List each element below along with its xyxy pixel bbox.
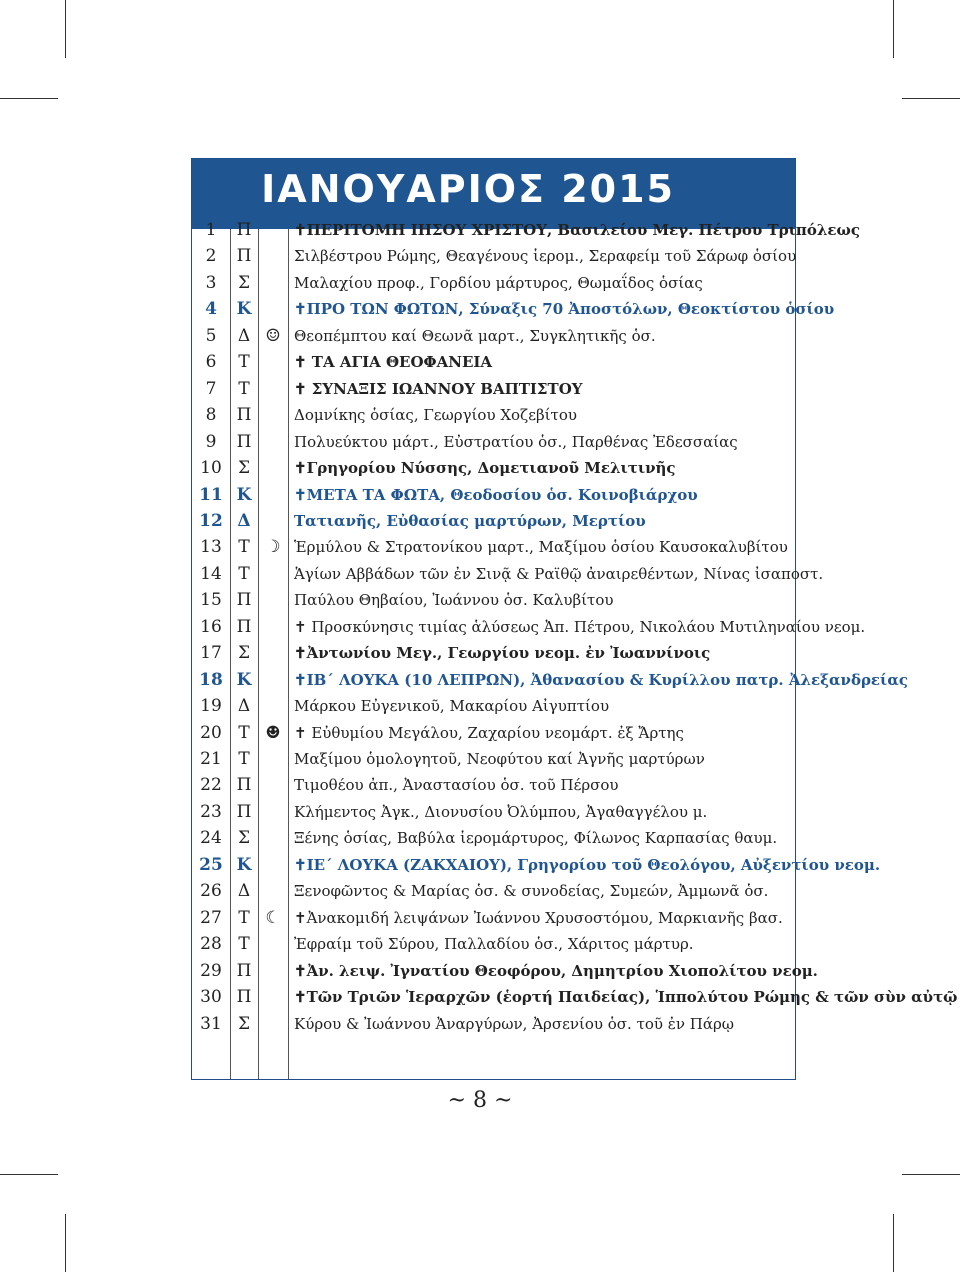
day-number: 22 <box>200 775 222 796</box>
saints-text: ✝Τῶν Τριῶν Ἱεραρχῶν (ἑορτή Παιδείας), Ἱππολύτου Ρώμης & τῶν σὺν αὐτῷ <box>294 988 958 1007</box>
saints-text: ✝ΠΡΟ ΤΩΝ ΦΩΤΩΝ, Σύναξις 70 Ἀποστόλων, Θεοκτίστου ὁσίου <box>294 300 835 319</box>
day-number: 3 <box>205 272 217 293</box>
weekday-letter: Π <box>236 987 252 1008</box>
saints-text: ✝Γρηγορίου Νύσσης, Δομετιανοῦ Μελιτινῆς <box>294 459 676 478</box>
weekday-letter: Π <box>236 616 252 637</box>
day-number: 20 <box>200 722 222 743</box>
saints-text: Μαξίμου ὁμολογητοῦ, Νεοφύτου καί Ἀγνῆς μαρτύρων <box>294 750 705 768</box>
saints-text: ✝ΠΕΡΙΤΟΜΗ ΙΗΣΟΥ ΧΡΙΣΤΟΥ, Βασιλείου Μεγ. Πέτρου Τριπόλεως <box>294 221 860 239</box>
day-row <box>192 534 795 560</box>
crop-mark <box>0 98 58 99</box>
saints-text: Θεοπέμπτου καί Θεωνᾶ μαρτ., Συγκλητικῆς ὁσ. <box>294 326 656 345</box>
weekday-letter: Σ <box>237 1013 251 1034</box>
day-row <box>192 561 824 587</box>
weekday-letter: Κ <box>236 854 252 875</box>
day-number: 7 <box>205 378 217 399</box>
day-number: 12 <box>199 510 223 531</box>
saints-text: Μάρκου Εὐγενικοῦ, Μακαρίου Αἰγυπτίου <box>294 697 610 716</box>
day-number: 8 <box>205 405 217 426</box>
weekday-letter: Τ <box>238 722 250 743</box>
day-number: 26 <box>200 881 222 902</box>
weekday-letter: Π <box>236 405 252 426</box>
day-number: 14 <box>200 563 222 584</box>
weekday-letter: Σ <box>237 828 251 849</box>
weekday-letter: Σ <box>237 458 251 479</box>
saints-text: Ἁγίων Αββάδων τῶν ἐν Σινᾷ & Ραϊθῷ ἀναιρεθέντων, Νίνας ἰσαποστ. <box>294 564 824 583</box>
weekday-letter: Τ <box>238 563 250 584</box>
weekday-letter: Π <box>236 590 252 611</box>
day-row <box>192 931 795 957</box>
day-number: 18 <box>199 669 223 690</box>
day-row <box>192 482 795 508</box>
weekday-letter: Π <box>236 431 252 452</box>
weekday-letter: Δ <box>237 696 251 717</box>
weekday-letter: Τ <box>238 352 250 373</box>
day-number: 13 <box>200 537 222 558</box>
saints-text: ✝ ΤΑ ΑΓΙΑ ΘΕΟΦΑΝΕΙΑ <box>294 353 493 372</box>
day-number: 17 <box>200 643 222 664</box>
day-number: 4 <box>205 299 217 320</box>
day-number: 10 <box>200 458 222 479</box>
weekday-letter: Τ <box>238 378 250 399</box>
day-number: 1 <box>205 220 217 240</box>
saints-text: Τατιανῆς, Εὐθασίας μαρτύρων, Μερτίου <box>294 511 646 530</box>
saints-text: Δομνίκης ὁσίας, Γεωργίου Χοζεβίτου <box>294 406 577 425</box>
day-number: 5 <box>205 325 217 346</box>
day-number: 6 <box>205 352 217 373</box>
saints-text: Ἐφραίμ τοῦ Σύρου, Παλλαδίου ὁσ., Χάριτος μάρτυρ. <box>294 935 694 954</box>
calendar-table <box>191 158 958 1080</box>
day-row <box>192 1011 795 1037</box>
day-number: 9 <box>205 431 217 452</box>
day-row <box>192 746 795 772</box>
day-number: 28 <box>200 934 222 955</box>
saints-text: Σιλβέστρου Ρώμης, Θεαγένους ἱερομ., Σεραφείμ τοῦ Σάρωφ ὁσίου <box>294 247 797 266</box>
day-number: 23 <box>200 801 222 822</box>
day-row <box>192 243 795 269</box>
day-row <box>192 984 958 1010</box>
saints-text: ✝ Προσκύνησις τιμίας ἁλύσεως Ἀπ. Πέτρου, Νικολάου Μυτιληναίου νεομ. <box>294 617 866 636</box>
saints-text: ✝ ΣΥΝΑΞΙΣ ΙΩΑΝΝΟΥ ΒΑΠΤΙΣΤΟΥ <box>294 379 583 398</box>
day-row <box>192 508 795 534</box>
day-row <box>192 349 795 375</box>
day-row <box>192 376 795 402</box>
moon-phase-icon: ☻ <box>265 722 281 743</box>
saints-text: Ξένης ὁσίας, Βαβύλα ἱερομάρτυρος, Φίλωνος Καρπασίας θαυμ. <box>294 829 778 848</box>
month-title: ΙΑΝΟΥΑΡΙΟΣ 2015 <box>261 167 675 211</box>
day-row <box>192 720 795 746</box>
crop-mark <box>902 98 960 99</box>
day-row <box>192 667 908 693</box>
day-row <box>192 825 795 851</box>
weekday-letter: Π <box>236 246 252 267</box>
weekday-letter: Δ <box>237 881 251 902</box>
day-row <box>192 958 818 984</box>
day-row <box>192 772 795 798</box>
weekday-letter: Κ <box>236 669 252 690</box>
moon-phase-icon: ☽ <box>265 537 281 558</box>
weekday-letter: Τ <box>238 749 250 769</box>
weekday-letter: Δ <box>237 510 251 531</box>
saints-text: ✝Ἀντωνίου Μεγ., Γεωργίου νεομ. ἐν Ἰωαννίνοις <box>294 644 711 663</box>
day-row <box>192 852 881 878</box>
page-number: ~ 8 ~ <box>447 1088 513 1113</box>
moon-phase-icon: ☺ <box>265 325 281 346</box>
saints-text: ✝Ἀν. λειψ. Ἰγνατίου Θεοφόρου, Δημητρίου Χιοπολίτου νεομ. <box>294 961 818 980</box>
day-number: 27 <box>200 907 222 928</box>
day-number: 25 <box>199 854 223 875</box>
saints-text: ✝ΙΕ΄ ΛΟΥΚΑ (ΖΑΚΧΑΙΟΥ), Γρηγορίου τοῦ Θεολόγου, Αὐξεντίου νεομ. <box>294 855 881 874</box>
weekday-letter: Κ <box>236 299 252 320</box>
saints-text: Παύλου Θηβαίου, Ἰωάννου ὁσ. Καλυβίτου <box>294 591 614 610</box>
day-row <box>192 402 795 428</box>
day-number: 31 <box>200 1013 222 1034</box>
day-row <box>192 905 795 931</box>
weekday-letter: Τ <box>238 934 250 955</box>
saints-text: ✝ΜΕΤΑ ΤΑ ΦΩΤΑ, Θεοδοσίου ὁσ. Κοινοβιάρχου <box>294 485 698 504</box>
day-number: 24 <box>200 828 222 849</box>
moon-phase-icon: ☾ <box>265 907 281 928</box>
weekday-letter: Κ <box>236 484 252 505</box>
saints-text: Μαλαχίου προφ., Γορδίου μάρτυρος, Θωμαΐδος ὁσίας <box>294 273 703 292</box>
saints-text: ✝ΙΒ΄ ΛΟΥΚΑ (10 ΛΕΠΡΩΝ), Ἀθανασίου & Κυρίλλου πατρ. Ἀλεξανδρείας <box>294 670 908 689</box>
day-number: 30 <box>200 987 222 1008</box>
day-row <box>192 693 795 719</box>
day-number: 15 <box>200 590 222 611</box>
day-row <box>192 429 795 455</box>
day-row <box>192 640 795 666</box>
saints-text: ✝Ἀνακομιδή λειψάνων Ἰωάννου Χρυσοστόμου, Μαρκιανῆς βασ. <box>294 908 783 927</box>
weekday-letter: Σ <box>237 272 251 293</box>
day-number: 29 <box>200 960 222 981</box>
day-number: 21 <box>200 749 222 769</box>
day-row <box>192 878 795 904</box>
saints-text: Τιμοθέου ἀπ., Ἀναστασίου ὁσ. τοῦ Πέρσου <box>294 776 619 795</box>
day-row <box>192 296 835 322</box>
crop-mark <box>902 1174 960 1175</box>
weekday-letter: Σ <box>237 643 251 664</box>
crop-mark <box>65 1214 66 1272</box>
day-row <box>192 799 795 825</box>
weekday-letter: Δ <box>237 325 251 346</box>
saints-text: Πολυεύκτου μάρτ., Εὐστρατίου ὁσ., Παρθένας Ἐδεσσαίας <box>294 432 738 451</box>
saints-text: Κύρου & Ἰωάννου Ἀναργύρων, Ἀρσενίου ὁσ. τοῦ ἐν Πάρῳ <box>294 1014 734 1033</box>
weekday-letter: Π <box>236 775 252 796</box>
weekday-letter: Π <box>236 801 252 822</box>
weekday-letter: Τ <box>238 537 250 558</box>
day-row <box>192 614 866 640</box>
weekday-letter: Π <box>236 220 252 240</box>
saints-text: ✝ Εὐθυμίου Μεγάλου, Ζαχαρίου νεομάρτ. ἐξ Ἄρτης <box>294 723 684 742</box>
day-number: 2 <box>205 246 217 267</box>
saints-text: Ξενοφῶντος & Μαρίας ὁσ. & συνοδείας, Συμεών, Ἀμμωνᾶ ὁσ. <box>294 882 769 901</box>
day-row <box>192 270 795 296</box>
weekday-letter: Τ <box>238 907 250 928</box>
day-number: 11 <box>199 484 223 505</box>
day-row <box>192 217 860 243</box>
crop-mark <box>65 0 66 58</box>
saints-text: Ἑρμύλου & Στρατονίκου μαρτ., Μαξίμου ὁσίου Καυσοκαλυβίτου <box>294 538 788 557</box>
saints-text: Κλήμεντος Ἀγκ., Διονυσίου Ὀλύμπου, Ἀγαθαγγέλου μ. <box>294 802 708 821</box>
crop-mark <box>893 0 894 58</box>
day-number: 16 <box>200 616 222 637</box>
day-row <box>192 323 795 349</box>
crop-mark <box>893 1214 894 1272</box>
day-row <box>192 587 795 613</box>
day-row <box>192 455 795 481</box>
crop-mark <box>0 1174 58 1175</box>
day-number: 19 <box>200 696 222 717</box>
weekday-letter: Π <box>236 960 252 981</box>
